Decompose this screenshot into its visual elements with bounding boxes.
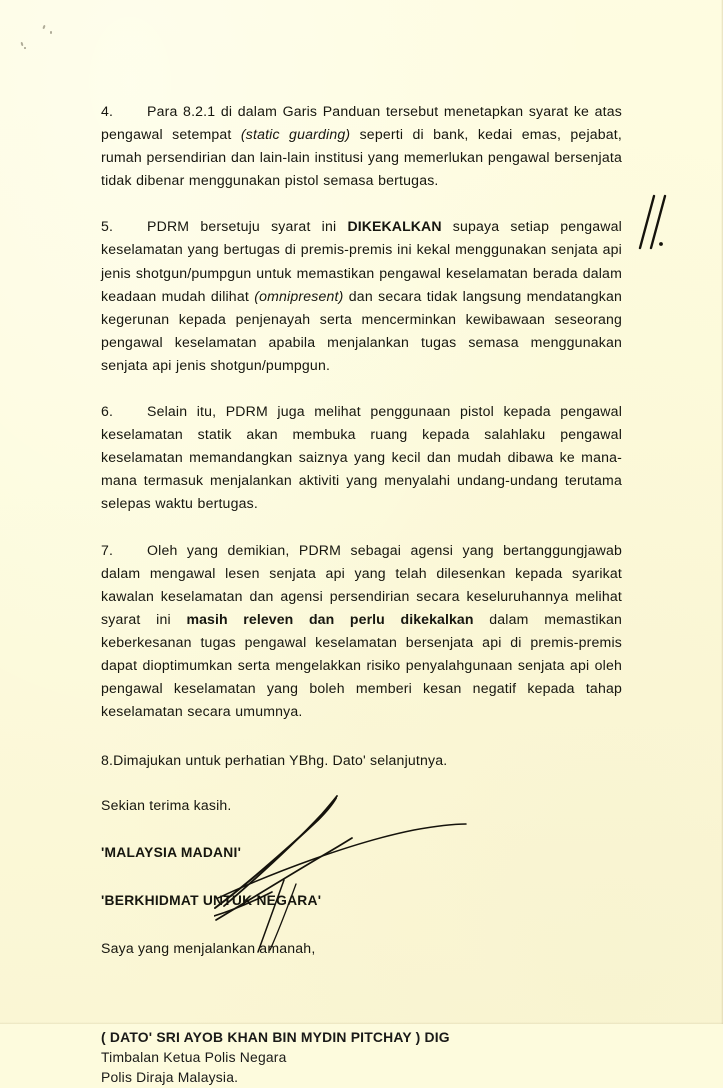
slogan-malaysia-madani: 'MALAYSIA MADANI' (101, 845, 242, 861)
paragraph-6-number: 6. (101, 403, 114, 420)
paragraph-7 (101, 539, 622, 724)
letter-body (101, 100, 622, 1088)
handwritten-margin-mark-icon (634, 192, 680, 254)
paragraph-5-run-3: (omnipresent) (254, 287, 344, 304)
paragraph-7-run-2: dalam memastikan keberkesanan tugas pengawal keselamatan bersenjata api di premis-premis dapat dioptimumkan serta mengelakkan risiko penyalahgunaan senjata api oleh pengawal keselamatan yang boleh memberi kesan negatif kepada tahap keselamatan secara umumnya. (101, 610, 622, 720)
paragraph-5-run-0: PDRM bersetuju syarat ini (147, 218, 348, 235)
valediction: Saya yang menjalankan amanah, (101, 939, 316, 956)
signature-block (101, 1027, 622, 1088)
paragraph-7-number: 7. (101, 541, 114, 558)
paragraph-4-run-1: (static guarding) (240, 126, 351, 143)
closing-thanks: Sekian terima kasih. (101, 797, 232, 814)
paragraph-8 (101, 749, 622, 772)
paragraph-8-number: 8. (101, 752, 114, 769)
scan-speck (21, 42, 24, 46)
paragraph-7-run-0: Oleh yang demikian, PDRM sebagai agensi yang bertanggungjawab dalam mengawal lesen senjata api yang telah dilesenkan kepada syarikat kawalan keselamatan dan agensi persendirian secara keseluruhannya melihat syarat ini (101, 541, 622, 627)
paragraph-5-run-2: supaya setiap pengawal keselamatan yang bertugas di premis-premis ini kekal menggunakan senjata api jenis shotgun/pumpgun untuk memastikan pengawal keselamatan berada dalam keadaan mudah dilihat (101, 218, 622, 304)
scan-speck (24, 47, 26, 49)
paragraph-4-run-2: seperti di bank, kedai emas, pejabat, rumah persendirian dan lain-lain institusi yang memerlukan pengawal bersenjata tidak dibenar menggunakan pistol semasa bertugas. (101, 126, 622, 189)
paragraph-8-run-0: Dimajukan untuk perhatian YBhg. Dato' selanjutnya. (113, 752, 448, 769)
paragraph-5-number: 5. (101, 218, 114, 235)
paragraph-4-number: 4. (101, 103, 114, 119)
paragraph-4 (101, 100, 622, 192)
paragraph-7-run-1: masih releven dan perlu dikekalkan (186, 610, 474, 627)
slogan-berkhidmat-untuk-negara: 'BERKHIDMAT UNTUK NEGARA' (101, 892, 322, 908)
paragraph-5-run-1: DIKEKALKAN (347, 218, 442, 235)
signatory-name: ( DATO' SRI AYOB KHAN BIN MYDIN PITCHAY ) DIG (101, 1028, 450, 1045)
paragraph-5-run-4: dan secara tidak langsung mendatangkan kegerunan kepada penjenayah serta mencerminkan kewibawaan seseorang pengawal keselamatan apabila menjalankan tugas semasa menggunakan senjata api jenis shotgun/pumpgun. (101, 287, 623, 373)
signatory-title-2: Polis Diraja Malaysia. (101, 1069, 239, 1086)
scan-speck (50, 31, 52, 34)
paragraph-6 (101, 400, 622, 515)
signatory-title-1: Timbalan Ketua Polis Negara (101, 1048, 287, 1065)
paragraph-6-run-0: Selain itu, PDRM juga melihat penggunaan pistol kepada pengawal keselamatan statik akan membuka ruang kepada salahlaku pengawal keselamatan memandangkan saiznya yang kecil dan mudah dibawa ke mana-mana termasuk menjalankan aktiviti yang menyalahi undang-undang terutama selepas waktu bertugas. (101, 403, 622, 512)
paragraph-5 (101, 215, 622, 377)
scan-speck (42, 25, 45, 29)
paragraph-4-run-0: Para 8.2.1 di dalam Garis Panduan tersebut menetapkan syarat ke atas pengawal setempat (101, 103, 622, 143)
